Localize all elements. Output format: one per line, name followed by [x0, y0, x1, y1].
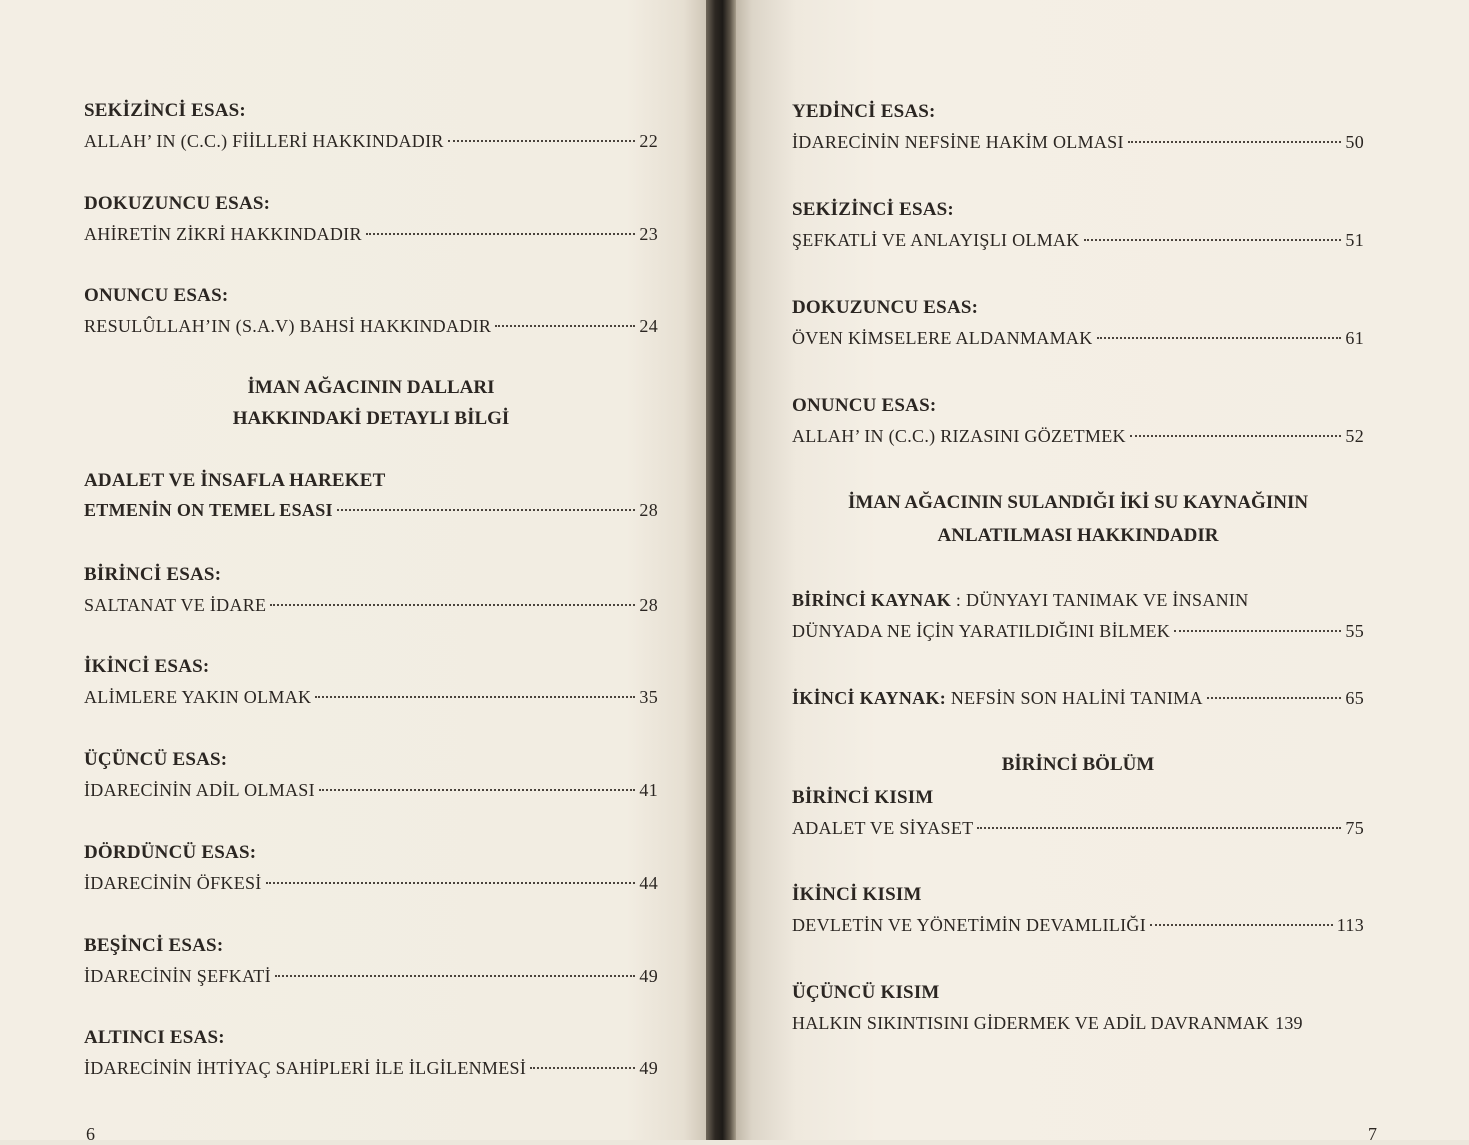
entry-line: [792, 621, 1364, 642]
entry-line: [792, 818, 1364, 839]
entry-heading: ONUNCU ESAS:: [792, 395, 937, 416]
dot-leader: [448, 140, 636, 142]
page-ref: 113: [1336, 915, 1364, 935]
page-ref: 28: [639, 500, 658, 520]
entry-line: [84, 687, 658, 708]
entry-title: İDARECİNİN ADİL OLMASI: [84, 780, 315, 800]
entry-title: ALLAH’ IN (C.C.) RIZASINI GÖZETMEK: [792, 426, 1126, 446]
page-ref: 44: [639, 873, 658, 893]
page-ref: 28: [639, 595, 658, 615]
right-page-number: 7: [1368, 1124, 1377, 1144]
dot-leader: [337, 509, 636, 511]
entry-title: İDARECİNİN ÖFKESİ: [84, 873, 262, 893]
dot-leader: [270, 604, 635, 606]
entry-heading: YEDİNCİ ESAS:: [792, 101, 936, 122]
entry-heading: SEKİZİNCİ ESAS:: [84, 100, 246, 121]
entry-line: [84, 316, 658, 337]
entry-title: İDARECİNİN NEFSİNE HAKİM OLMASI: [792, 132, 1124, 152]
book-gutter: [706, 0, 736, 1140]
entry-heading: SEKİZİNCİ ESAS:: [792, 199, 954, 220]
entry-line: [84, 131, 658, 152]
entry-heading: İKİNCİ ESAS:: [84, 656, 210, 677]
entry-line: [792, 328, 1364, 349]
section-heading-line-1: İMAN AĞACININ DALLARI: [247, 377, 495, 398]
entry-line: [84, 966, 658, 987]
entry-line: [792, 230, 1364, 251]
dot-leader: [495, 325, 635, 327]
entry-heading: ÜÇÜNCÜ KISIM: [792, 982, 940, 1003]
dot-leader: [1130, 435, 1342, 437]
entry-line: [84, 595, 658, 616]
page-ref: 55: [1345, 621, 1364, 641]
entry-title: RESULÛLLAH’IN (S.A.V) BAHSİ HAKKINDADIR: [84, 316, 492, 336]
entry-line: [792, 590, 1364, 611]
entry-line: [84, 500, 658, 521]
entry-title: ADALET VE SİYASET: [792, 818, 974, 838]
dot-leader: [530, 1067, 635, 1069]
entry-heading: DOKUZUNCU ESAS:: [84, 193, 271, 214]
toc-entry: [84, 842, 658, 894]
toc-entry: [84, 656, 658, 708]
toc-entry: [792, 787, 1364, 839]
toc-entry: [792, 297, 1364, 349]
toc-entry: [84, 749, 658, 801]
toc-entry: [792, 982, 1364, 1034]
page-ref: 41: [639, 780, 658, 800]
dot-leader: [1207, 697, 1342, 699]
entry-title: DEVLETİN VE YÖNETİMİN DEVAMLILIĞI: [792, 915, 1147, 935]
entry-line: [792, 1013, 1364, 1034]
entry-heading: BEŞİNCİ ESAS:: [84, 935, 224, 956]
toc-entry: [84, 285, 658, 337]
entry-heading: ALTINCI ESAS:: [84, 1027, 225, 1048]
toc-entry: [792, 199, 1364, 251]
entry-title: İDARECİNİN İHTİYAÇ SAHİPLERİ İLE İLGİLENMESİ: [84, 1058, 527, 1078]
page-ref: 22: [639, 131, 658, 151]
entry-line: [84, 873, 658, 894]
entry-title: İDARECİNİN ŞEFKATİ: [84, 966, 271, 986]
dot-leader: [366, 233, 636, 235]
dot-leader: [275, 975, 635, 977]
page-ref: 52: [1345, 426, 1364, 446]
page-ref: 65: [1345, 688, 1364, 708]
toc-entry: [792, 101, 1364, 153]
right-page: [730, 0, 1469, 1140]
dot-leader: [315, 696, 635, 698]
page-ref: 49: [639, 1058, 658, 1078]
entry-line: [84, 1058, 658, 1079]
entry-line: [792, 426, 1364, 447]
entry-heading: İKİNCİ KAYNAK:: [792, 688, 947, 708]
toc-entry: [792, 395, 1364, 447]
entry-line: [792, 688, 1364, 709]
entry-title: DÜNYADA NE İÇİN YARATILDIĞINI BİLMEK: [792, 621, 1171, 641]
entry-heading: ONUNCU ESAS:: [84, 285, 229, 306]
entry-heading: BİRİNCİ KISIM: [792, 787, 934, 808]
entry-line: [84, 780, 658, 801]
dot-leader: [1174, 630, 1341, 632]
dot-leader: [319, 789, 635, 791]
part-heading: BİRİNCİ BÖLÜM: [1001, 754, 1155, 775]
entry-title: ÖVEN KİMSELERE ALDANMAMAK: [792, 328, 1093, 348]
toc-entry: [84, 1027, 658, 1079]
page-ref: 49: [639, 966, 658, 986]
dot-leader: [977, 827, 1341, 829]
entry-heading: ÜÇÜNCÜ ESAS:: [84, 749, 228, 770]
entry-title: NEFSİN SON HALİNİ TANIMA: [946, 688, 1203, 708]
entry-title: ALİMLERE YAKIN OLMAK: [84, 687, 312, 707]
entry-heading: BİRİNCİ ESAS:: [84, 564, 222, 585]
toc-entry: [84, 193, 658, 245]
page-ref: 61: [1345, 328, 1364, 348]
entry-title: SALTANAT VE İDARE: [84, 595, 267, 615]
entry-heading: ADALET VE İNSAFLA HAREKET: [84, 470, 386, 491]
toc-entry: [84, 935, 658, 987]
section-heading-line-1: İMAN AĞACININ SULANDIĞI İKİ SU KAYNAĞININ: [847, 492, 1309, 513]
dot-leader: [266, 882, 636, 884]
entry-title: : DÜNYAYI TANIMAK VE İNSANIN: [951, 590, 1249, 610]
page-ref: 24: [639, 316, 658, 336]
page-ref: 51: [1345, 230, 1364, 250]
entry-heading: İKİNCİ KISIM: [792, 884, 922, 905]
page-ref: 23: [639, 224, 658, 244]
page-ref: 75: [1345, 818, 1364, 838]
toc-entry: [84, 100, 658, 152]
entry-line: [84, 224, 658, 245]
page-ref: 139: [1275, 1013, 1303, 1033]
entry-heading: BİRİNCİ KAYNAK: [792, 590, 952, 610]
entry-line: [792, 132, 1364, 153]
page-ref: 50: [1345, 132, 1364, 152]
toc-entry: [792, 590, 1364, 642]
dot-leader: [1128, 141, 1342, 143]
toc-entry: [84, 470, 658, 521]
section-heading-line-2: ANLATILMASI HAKKINDADIR: [937, 525, 1219, 546]
entry-heading: DÖRDÜNCÜ ESAS:: [84, 842, 257, 863]
toc-entry: [792, 688, 1364, 709]
entry-title: AHİRETİN ZİKRİ HAKKINDADIR: [84, 224, 362, 244]
entry-title: HALKIN SIKINTISINI GİDERMEK VE ADİL DAVRANMAK: [792, 1013, 1270, 1033]
dot-leader: [1084, 239, 1342, 241]
entry-title: ETMENİN ON TEMEL ESASI: [84, 500, 333, 520]
dot-leader: [1097, 337, 1342, 339]
entry-line: [792, 915, 1364, 936]
entry-title: ŞEFKATLİ VE ANLAYIŞLI OLMAK: [792, 230, 1080, 250]
left-page-number: 6: [86, 1124, 95, 1144]
dot-leader: [1150, 924, 1333, 926]
entry-title: ALLAH’ IN (C.C.) FİİLLERİ HAKKINDADIR: [84, 131, 444, 151]
toc-entry: [792, 884, 1364, 936]
entry-heading: DOKUZUNCU ESAS:: [792, 297, 979, 318]
toc-entry: [84, 564, 658, 616]
page-ref: 35: [639, 687, 658, 707]
section-heading-line-2: HAKKINDAKİ DETAYLI BİLGİ: [232, 408, 510, 429]
